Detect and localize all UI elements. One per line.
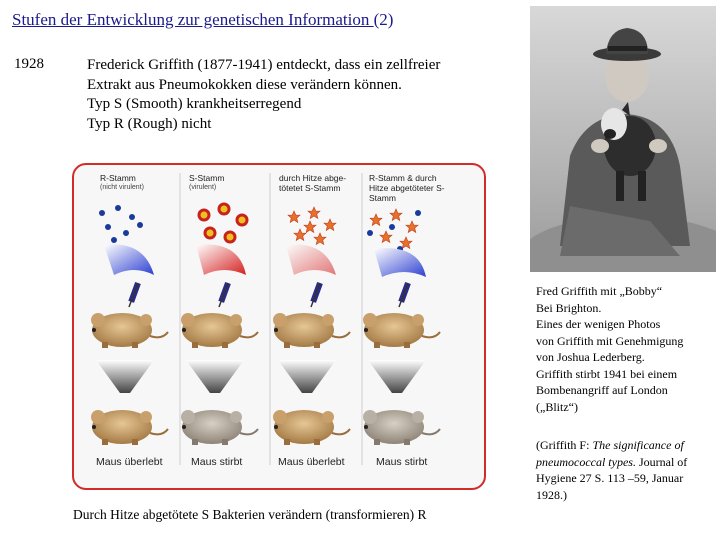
caption-line: von Joshua Lederberg.	[536, 350, 645, 364]
caption-line: Fred Griffith mit „Bobby“	[536, 284, 663, 298]
caption-line: von Griffith mit Genehmigung	[536, 333, 684, 348]
slide-title-suffix: (2)	[373, 10, 394, 29]
mouse-bottom-4	[363, 410, 440, 445]
mouse-bottom-1	[91, 410, 168, 445]
mouse-top-4	[363, 313, 440, 348]
blue-flow-arrow	[104, 244, 154, 275]
column-label-sub: (virulent)	[189, 184, 217, 191]
body-line: Typ S (Smooth) krankheitserregend	[87, 96, 302, 112]
outcome-label-4: Maus stirbt	[376, 456, 428, 468]
mouse-top-3	[273, 313, 350, 348]
figure-caption: Durch Hitze abgetötete S Bakterien verändern (transformieren) R	[73, 507, 427, 522]
column-label-text: durch Hitze abge-tötetet S-Stamm	[279, 173, 347, 193]
mixed-cells	[367, 209, 421, 252]
r-strain-cells	[99, 205, 143, 243]
reference-prefix: (Griffith F:	[536, 438, 593, 452]
red-flow-arrow	[196, 244, 246, 275]
s-strain-cells	[199, 204, 247, 242]
outcome-label-3: Maus überlebt	[278, 456, 345, 468]
caption-line: Bei Brighton.	[536, 300, 602, 315]
reference-title: The significance of pneumococcal types.	[536, 438, 684, 469]
column-label-sub: (nicht virulent)	[100, 184, 144, 191]
reference-rest: Journal of Hygiene 27 S. 113 –59, Januar 1928.)	[536, 454, 688, 502]
body-line: Extrakt aus Pneumokokken diese verändern können.	[87, 76, 402, 93]
caption-line: („Blitz“)	[536, 399, 578, 414]
reference-citation	[536, 437, 716, 503]
photo-illustration	[530, 6, 716, 272]
column-label-text: R-Stamm & durch Hitze abgetöteter S-Stamm	[369, 173, 445, 203]
caption-line: Griffith stirbt 1941 bei einem	[536, 366, 678, 381]
slide-title	[12, 10, 393, 30]
body-text	[87, 56, 517, 134]
purple-flow-arrow	[374, 248, 426, 277]
body-line: Typ R (Rough) nicht	[87, 115, 212, 132]
pink-flow-arrow	[286, 244, 336, 275]
column-label-text: R-Stamm	[100, 173, 136, 183]
photo-caption	[536, 283, 716, 415]
slide-title-main: Stufen der Entwicklung zur genetischen Information	[12, 10, 374, 29]
mouse-top-2	[181, 313, 258, 348]
mouse-bottom-3	[273, 410, 350, 445]
experiment-drawing	[74, 165, 484, 488]
heat-killed-cells	[288, 207, 336, 245]
outcome-label-1: Maus überlebt	[96, 456, 163, 468]
griffith-photo	[530, 6, 716, 272]
caption-line: Bombenangriff auf London	[536, 383, 668, 397]
griffith-experiment-figure	[72, 163, 486, 490]
mouse-bottom-2	[181, 410, 258, 445]
body-line: Frederick Griffith (1877-1941) entdeckt, dass ein zellfreier	[87, 57, 441, 73]
outcome-label-2: Maus stirbt	[191, 456, 243, 468]
caption-line: Eines der wenigen Photos	[536, 317, 661, 331]
column-label-text: S-Stamm	[189, 173, 225, 183]
year-label: 1928	[14, 56, 44, 72]
mouse-top-1	[91, 313, 168, 348]
